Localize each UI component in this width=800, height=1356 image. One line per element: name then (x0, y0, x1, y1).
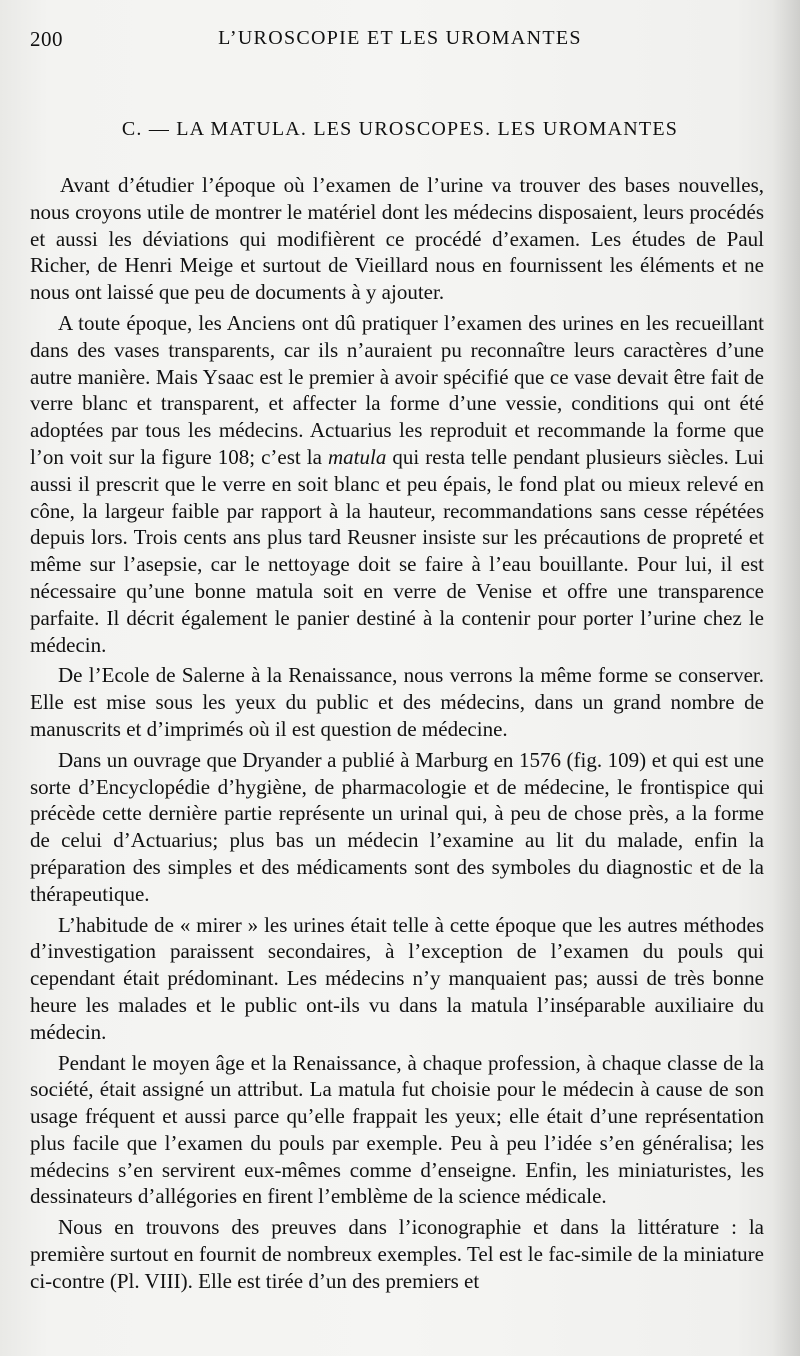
paragraph-1: Avant d’étudier l’époque où l’examen de l’urine va trouver des bases nouvelles, nous croyons utile de montrer le matériel dont les médecins disposaient, leurs procédés et aussi les déviations qui modifièrent ce procédé d’examen. Les études de Paul Richer, de Henri Meige et surtout de Vieillard nous en fournissent les éléments et ne nous ont laissé que peu de documents à y ajouter. (30, 173, 764, 305)
paragraph-4: Dans un ouvrage que Dryander a publié à Marburg en 1576 (fig. 109) et qui est une sorte d’Encyclopédie d’hygiène, de pharmacologie et de médecine, le frontispice qui précède cette dernière partie représente un urinal qui, à peu de chose près, a la forme de celui d’Actuarius; plus bas un médecin l’examine au lit du malade, enfin la préparation des simples et des médicaments sont des symboles du diagnostic et de la thérapeutique. (30, 747, 764, 906)
paragraph-2-part-2: qui resta telle pendant plusieurs siècles. Lui aussi il prescrit que le verre en soit blanc et peu épais, le fond plat ou mieux relevé en cône, la largeur faible par rapport à la hauteur, recommandations sans cesse répétées depuis lors. Trois cents ans plus tard Reusner insiste sur les précautions de propreté et même sur l’asepsie, car le nettoyage doit se faire à l’eau bouillante. Pour lui, il est nécessaire qu’une bonne matula soit en verre de Venise et offre une transparence parfaite. Il décrit également le panier destiné à la contenir pour porter l’urine chez le médecin. (30, 444, 765, 657)
running-title: L’UROSCOPIE ET LES UROMANTES (218, 27, 582, 49)
paragraph-3: De l’Ecole de Salerne à la Renaissance, nous verrons la même forme se conserver. Elle est mise sous les yeux du public et des médecins, dans un grand nombre de manuscrits et d’imprimés où il est question de médecine. (30, 663, 764, 741)
running-header (30, 27, 770, 57)
page-edge-shadow (772, 0, 800, 1356)
body-text (30, 172, 764, 1299)
paragraph-2-part-1: A toute époque, les Anciens ont dû pratiquer l’examen des urines en les recueillant dans des vases transparents, car ils n’auraient pu reconnaître leurs caractères d’une autre manière. Mais Ysaac est le premier à avoir spécifié que ce vase devait être fait de verre blanc et transparent, et affecter la forme d’une vessie, conditions qui ont été adoptées par tous les médecins. Actuarius les reproduit et recommande la forme que l’on voit sur la figure 108; c’est la (30, 310, 764, 469)
section-title: C. — LA MATULA. LES UROSCOPES. LES UROMANTES (121, 118, 679, 140)
page-number: 200 (30, 27, 63, 51)
paragraph-2 (30, 310, 764, 658)
paragraph-5: L’habitude de « mirer » les urines était telle à cette époque que les autres méthodes d’investigation paraissent secondaires, à l’exception de l’examen du pouls qui cependant était prédominant. Les médecins n’y manquaient pas; aussi de très bonne heure les malades et le public ont-ils vu dans la matula l’inséparable auxiliaire du médecin. (30, 912, 764, 1044)
paragraph-7: Nous en trouvons des preuves dans l’iconographie et dans la littérature : la première surtout en fournit de nombreux exemples. Tel est le fac-simile de la miniature ci-contre (Pl. VIII). Elle est tirée d’un des premiers et (30, 1215, 764, 1293)
paragraph-6: Pendant le moyen âge et la Renaissance, à chaque profession, à chaque classe de la société, était assigné un attribut. La matula fut choisie pour le médecin à cause de son usage fréquent et aussi parce qu’elle frappait les yeux; elle était d’une représentation plus facile que l’examen du pouls par exemple. Peu à peu l’idée s’en généralisa; les médecins s’en servirent eux-mêmes comme d’enseigne. Enfin, les miniaturistes, les dessinateurs d’allégories en firent l’emblème de la science médicale. (30, 1050, 764, 1209)
matula-italic: matula (328, 444, 387, 469)
